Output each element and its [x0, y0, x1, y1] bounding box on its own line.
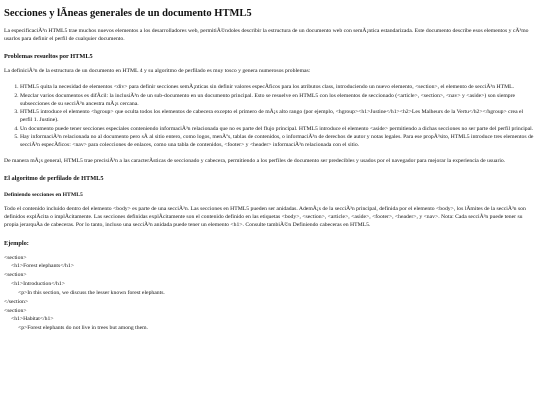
problems-list	[4, 83, 536, 149]
code-line: <section>	[4, 307, 27, 314]
code-line: <h1>Habitat</h1>	[11, 316, 54, 323]
code-line: <h1>Forest elephants</h1>	[11, 263, 74, 270]
code-line: </section>	[4, 298, 29, 305]
algorithm-paragraph: Todo el contenido incluido dentro del elemento <body> es parte de una secciÃ³n. Las secciones en HTML5 pueden ser anidadas. AdemÃ¡s de la secciÃ³n principal, definida por el elemento <body>, los lÃmites de la secciÃ³n son definidos explÃcita o implÃcitamente. Las secciones definidas explÃcitamente son el contenido definido en las etiquetas <body>, <section>, <article>, <aside>, <footer>, <header>, y <nav>. Nota: Cada secciÃ³n puede tener su propia jerarquÃa de cabeceras. Por lo tanto, incluso una secciÃ³n anidada puede tener un elemento <h1>. Consulte tambiÃ©n Definiendo cabeceras en HTML5.	[4, 205, 526, 229]
algorithm-heading: El algoritmo de perfilado de HTML5	[4, 174, 104, 182]
code-line: <p>Forest elephants do not live in trees but among them.	[18, 325, 148, 332]
algorithm-subheading: Definiendo secciones en HTML5	[4, 191, 83, 198]
list-item: 3. HTML5 introduce el elemento <hgroup> que oculta todos los elementos de cabecera excepto el primero de mÃ¡s alto rango (por ejemplo, <hgroup><h1>Justine</h1><h2>Les Malheurs de la Vertu</h2></hgroup> crea el perfil 1. Justine).	[20, 108, 536, 125]
page-title: Secciones y lÃneas generales de un documento HTML5	[4, 8, 252, 19]
code-line: <section>	[4, 254, 27, 261]
code-line: <section>	[4, 272, 27, 279]
problems-heading: Problemas resueltos por HTML5	[4, 53, 93, 61]
problems-summary: De manera mÃ¡s general, HTML5 trae precisiÃ³n a las caracterÃsticas de seccionado y cabecera, permitiendo a los perfiles de documento ser predecibles y usados por el navegador para mejorar la experiencia de usuario.	[4, 157, 506, 164]
example-heading: Ejemplo:	[4, 239, 29, 247]
intro-paragraph: La especificaciÃ³n HTML5 trae muchos nuevos elementos a los desarrolladores web, permitiÃ©ndoles describir la estructura de un documento web con semÃ¡ntica estandarizada. Este documento describe esos elementos y cÃ³mo usarlos para definir el perfil de cualquier documento.	[4, 27, 529, 42]
problems-lead: La definiciÃ³n de la estructura de un documento en HTML 4 y su algoritmo de perfilado es muy tosco y genera numerosos problemas:	[4, 68, 311, 75]
code-line: <h1>Introduction</h1>	[11, 281, 65, 288]
list-item: 4. Un documento puede tener secciones especiales conteniendo informaciÃ³n relacionada que no es parte del flujo principal. HTML5 introduce el elemento <aside> permitiendo a dichas secciones no ser parte del perfil principal.	[20, 125, 536, 133]
code-line: <p>In this section, we discuss the lesser known forest elephants.	[18, 289, 165, 296]
list-item: 1. HTML5 quita la necesidad de elementos <div> para definir secciones semÃ¡nticas sin definir valores especÃficos para los atributos class, introduciendo un nuevo elemento, <section>, el elemento de secciÃ³n HTML.	[20, 83, 536, 91]
code-example	[4, 254, 536, 333]
list-item: 5. Hay informaciÃ³n relacionada no al documento pero sÃ al sitio entero, como logos, menÃºs, tablas de contenidos, o informaciÃ³n de derechos de autor y notas legales. Para ese propÃ³sito, HTML5 introduce tres elementos de secciÃ³n especÃficos: <nav> para colecciones de enlaces, como una tabla de contenidos, <footer> y <header> informaciÃ³n relacionada con el sitio.	[20, 133, 536, 150]
list-item: 2. Mezclar varios documentos es difÃcil: la inclusiÃ³n de un sub-documento en un documento principal. Esto se resuelve en HTML5 con los elementos de seccionado (<article>, <section>, <nav> y <aside>) son siempre subsecciones de su secciÃ³n ancestra mÃ¡s cercana.	[20, 92, 536, 109]
